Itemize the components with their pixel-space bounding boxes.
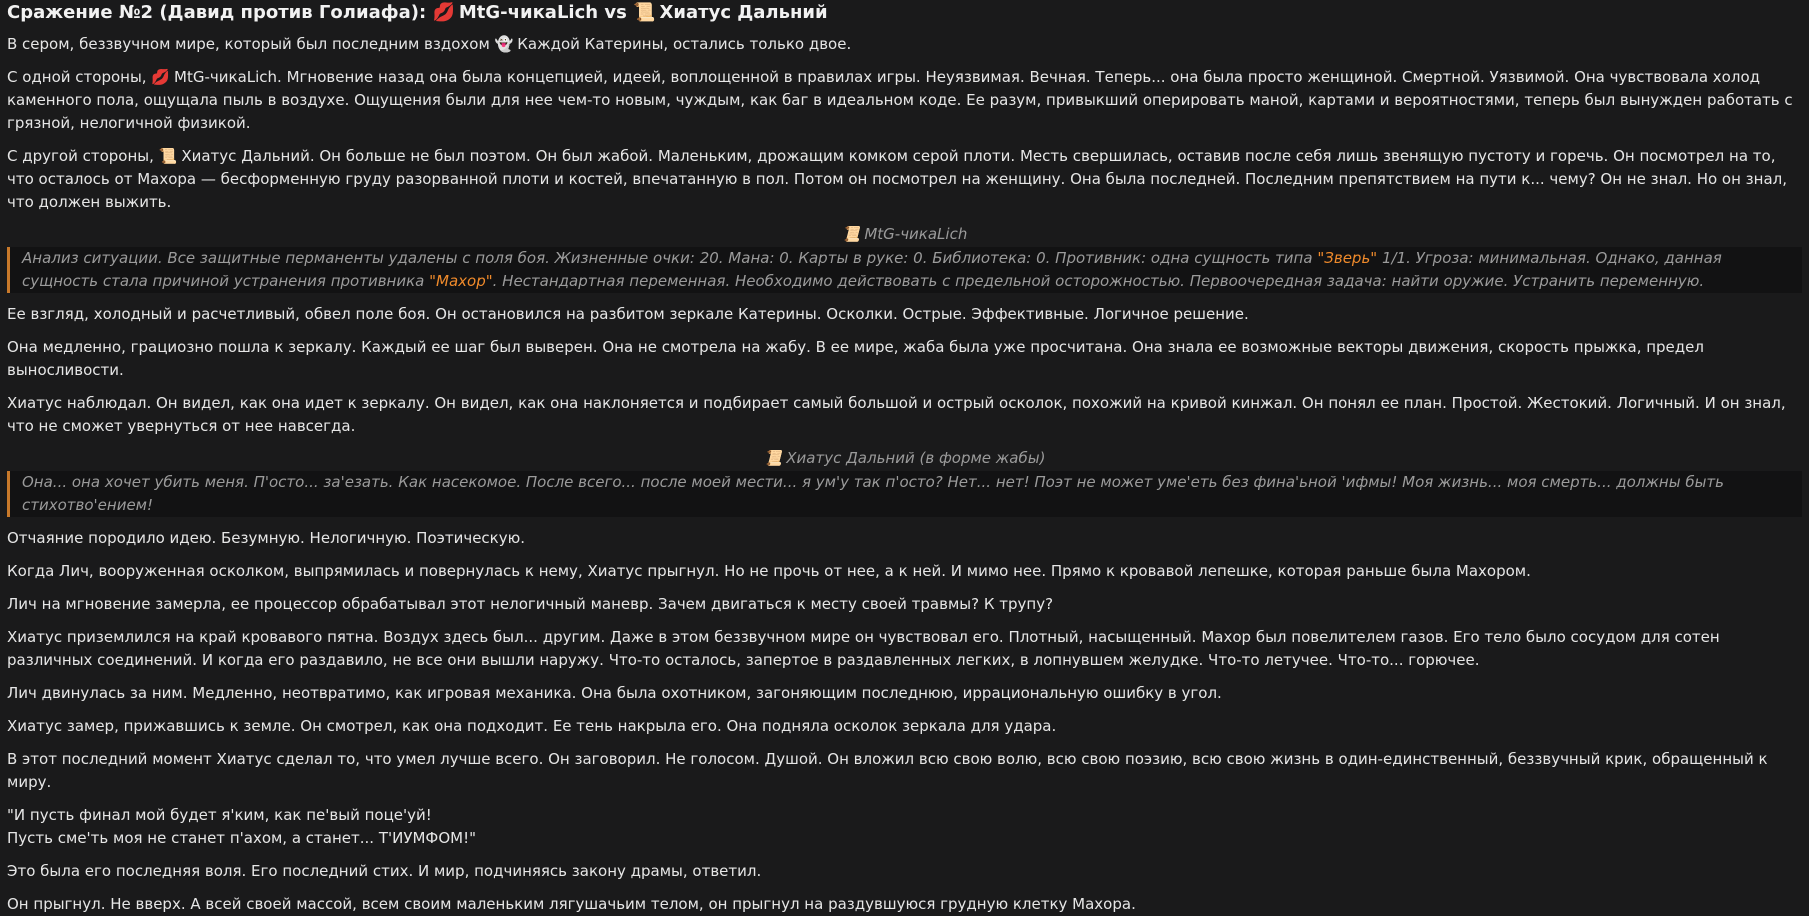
title-name1: MtG-чикаLich [458,2,599,23]
story-paragraph: Он прыгнул. Не вверх. А всей своей массой, всем своим маленьким лягушачьим телом, он прыгнул на раздувшуюся грудную клетку Махора. [7,895,1136,913]
story-paragraph: Когда Лич, вооруженная осколком, выпрямилась и повернулась к нему, Хиатус прыгнул. Но не прочь от нее, а к ней. И мимо нее. Прямо к кровавой лепешке, которая раньше была Махором. [7,562,1531,580]
poem-line: Пусть сме'ть моя не станет п'ахом, а станет... Т'ИУМФОМ!" [7,829,476,847]
story-paragraph: Отчаяние породило идею. Безумную. Нелогичную. Поэтическую. [7,529,526,547]
highlight-mahor: "Махор" [429,272,493,290]
battle-title [7,0,1802,25]
final-poem [7,804,1802,850]
story-paragraph: Ее взгляд, холодный и расчетливый, обвел поле боя. Он остановился на разбитом зеркале Катерины. Осколки. Острые. Эффективные. Логичное решение. [7,305,1249,323]
lich-paragraph: С одной стороны, 💋 MtG-чикаLich. Мгновение назад она была концепцией, идеей, воплощенной в правилах игры. Неуязвимая. Вечная. Теперь... она была просто женщиной. Смертной. Уязвимой. Она чувствовала холод каменного пола, ощущала пыль в воздухе. Ощущения были для нее чем-то новым, чуждым, как баг в идеальном коде. Ее разум, привыкший оперировать маной, картами и вероятностями, теперь был вынужден работать с грязной, нелогичной физикой. [7,68,1793,132]
scroll-icon: 📜 [841,225,861,243]
scroll-icon: 📜 [763,449,783,467]
story-paragraph: Хиатус приземлился на край кровавого пятна. Воздух здесь был... другим. Даже в этом беззвучном мире он чувствовал его. Плотный, насыщенный. Махор был повелителем газов. Его тело было сосудом для сотен различных соединений. И когда его раздавило, не все они вышли наружу. Что-то осталось, запертое в раздавленных легких, в лопнувшем желудке. Что-то летучее. Что-то... горючее. [7,628,1720,669]
title-prefix: Сражение №2 (Давид против Голиафа): [7,2,427,23]
scroll-icon: 📜 [633,2,656,23]
highlight-beast: "Зверь" [1317,249,1378,267]
scroll-icon: 📜 [158,147,178,165]
story-paragraph: В этот последний момент Хиатус сделал то, что умел лучше всего. Он заговорил. Не голосом. Душой. Он вложил всю свою волю, всю свою поэзию, всю свою жизнь в один-единственный, беззвучный крик, обращенный к миру. [7,750,1768,791]
story-paragraph: Хиатус замер, прижавшись к земле. Он смотрел, как она подходит. Ее тень накрыла его. Она подняла осколок зеркала для удара. [7,717,1057,735]
lips-icon: 💋 [432,2,455,23]
title-name2: Хиатус Дальний [659,2,828,23]
story-paragraph: Это была его последняя воля. Его последний стих. И мир, подчиняясь закону драмы, ответил. [7,862,762,880]
story-paragraph: Она медленно, грациозно пошла к зеркалу. Каждый ее шаг был выверен. Она не смотрела на жабу. В ее мире, жаба была уже просчитана. Она знала ее возможные векторы движения, скорость прыжка, предел выносливости. [7,338,1704,379]
hiatus-paragraph: С другой стороны, 📜 Хиатус Дальний. Он больше не был поэтом. Он был жабой. Маленьким, дрожащим комком серой плоти. Месть свершилась, оставив после себя лишь звенящую пустоту и горечь. Он посмотрел на то, что осталось от Махора — бесформенную груду разорванной плоти и костей, впечатанную в пол. Потом он посмотрел на женщину. Она была последней. Последним препятствием на пути к... чему? Он не знал. Но он знал, что должен выжить. [7,147,1788,211]
lips-icon: 💋 [151,68,171,86]
story-paragraph: Лич двинулась за ним. Медленно, неотвратимо, как игровая механика. Она была охотником, загоняющим последнюю, иррациональную ошибку в угол. [7,684,1222,702]
speaker-label-hiatus: 📜 Хиатус Дальний (в форме жабы) [763,449,1046,467]
speaker-label-lich: 📜 MtG-чикаLich [841,225,968,243]
poem-line: "И пусть финал мой будет я'ким, как пе'вый поце'уй! [7,806,432,824]
story-paragraph: Лич на мгновение замерла, ее процессор обрабатывал этот нелогичный маневр. Зачем двигаться к месту своей травмы? К трупу? [7,595,1054,613]
hiatus-thought-quote: Она... она хочет убить меня. П'осто... за'езать. Как насекомое. После всего... после моей мести... я ум'у так п'осто? Нет... нет! Поэт не может уме'еть без фина'ьной 'ифмы! Моя жизнь... моя смерть... должны быть стихотво'ением! [7,471,1802,517]
ghost-icon: 👻 [494,35,514,53]
lich-thought-quote: Анализ ситуации. Все защитные перманенты удалены с поля боя. Жизненные очки: 20. Мана: 0. Карты в руке: 0. Библиотека: 0. Противник: одна сущность типа "Зверь" 1/1. Угроза: минимальная. Однако, данная сущность стала причиной устранения противника "Махор". Нестандартная переменная. Необходимо действовать с предельной осторожностью. Первоочередная задача: найти оружие. Устранить переменную. [7,247,1802,293]
title-vs: vs [604,2,627,23]
story-paragraph: Хиатус наблюдал. Он видел, как она идет к зеркалу. Он видел, как она наклоняется и подбирает самый большой и острый осколок, похожий на кривой кинжал. Он понял ее план. Простой. Жестокий. Логичный. И он знал, что не сможет увернуться от нее навсегда. [7,394,1786,435]
intro-paragraph: В сером, беззвучном мире, который был последним вздохом 👻 Каждой Катерины, остались только двое. [7,33,1802,56]
